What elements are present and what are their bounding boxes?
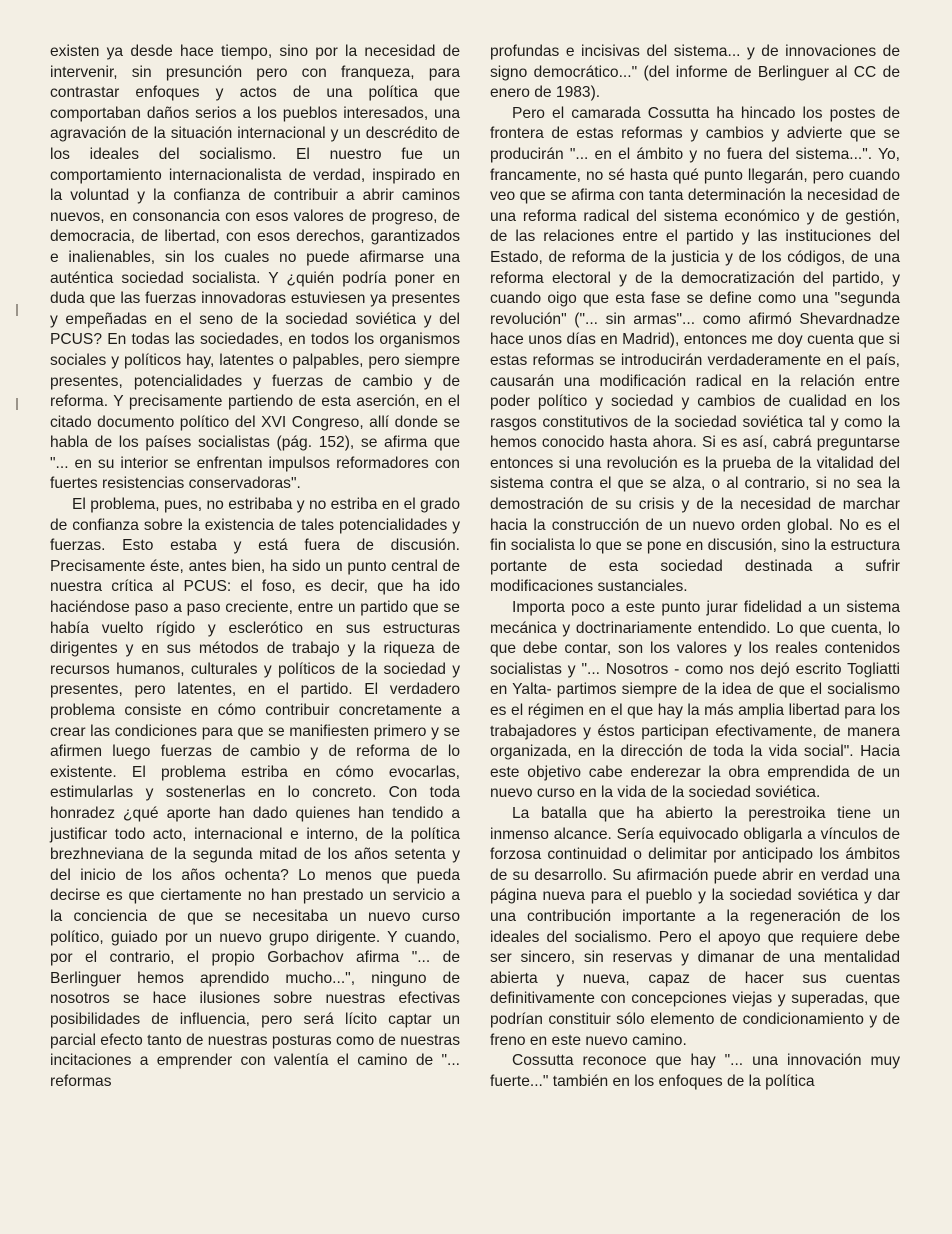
paragraph: El problema, pues, no estribaba y no estriba en el grado de confianza sobre la existencia de tales potencialidades y fuerzas. Esto estaba y está fuera de discusión. Precisamente éste, antes bien, ha sido un punto central de nuestra crítica al PCUS: el foso, es decir, que ha ido haciéndose paso a paso creciente, entre un partido que se había vuelto rígido y esclerótico en sus estructuras dirigentes y en sus métodos de trabajo y la riqueza de recursos humanos, culturales y políticos de la sociedad y presentes, pero latentes, en el partido. El verdadero problema consiste en cómo contribuir concretamente a crear las condiciones para que se manifiesten primero y se afirmen luego fuerzas de cambio y de reforma de lo existente. El problema estriba en cómo evocarlas, estimularlas y sostenerlas en lo concreto. Con toda honradez ¿qué aporte han dado quienes han tendido a justificar todo acto, internacional e interno, de la política brezhneviana de la segunda mitad de los años setenta y del inicio de los años ochenta? Lo menos que pueda decirse es que ciertamente no han prestado un servicio a la conciencia de que se necesitaba un nuevo curso político, guiado por un nuevo grupo dirigente. Y cuando, por el contrario, el propio Gorbachov afirma "... de Berlinguer hemos aprendido mucho...", ninguno de nosotros se hace ilusiones sobre nuestras efectivas posibilidades de influencia, pero será lícito captar un parcial efecto tanto de nuestras posturas como de nuestras incitaciones a emprender con valentía el camino de "... reformas — [50, 496, 461, 1090]
paragraph: Importa poco a este punto jurar fidelidad a un sistema mecánica y doctrinariamente entendido. Lo que cuenta, lo que debe contar, son los valores y los reales contenidos socialistas y "... Nosotros - como nos dejó escrito Togliatti en Yalta- partimos siempre de la idea de que el socialismo es el régimen en el que hay la más amplia libertad para los trabajadores y éstos participan efectivamente, de manera organizada, en la dirección de toda la vida social". Hacia este objetivo cabe enderezar la obra emprendida de un nuevo curso en la vida de la sociedad soviética. — [490, 599, 900, 802]
right-column — [490, 42, 900, 1194]
paragraph: Cossutta reconoce que hay "... una innovación muy fuerte..." también en los enfoques de la política — [490, 1052, 900, 1090]
paragraph: profundas e incisivas del sistema... y de innovaciones de signo democrático..." (del informe de Berlinguer al CC de enero de 1983). — [490, 43, 900, 102]
paragraph: Pero el camarada Cossutta ha hincado los postes de frontera de estas reformas y cambios y advierte que se producirán "... en el ámbito y no fuera del sistema...". Yo, francamente, no sé hasta qué punto llegarán, pero cuando veo que se afirma con tanta determinación la necesidad de una reforma radical del sistema económico y de gestión, de las relaciones entre el partido y las instituciones del Estado, de reforma de la justicia y de los códigos, de una reforma electoral y de la democratización del partido, y cuando oigo que esta fase se define como una "segunda revolución" ("... sin armas"... como afirmó Shevardnadze hace unos días en Madrid), entonces me doy cuenta que si estas reformas se introducirán verdaderamente en el país, causarán una modificación radical en la relación entre poder político y sociedad y cambios de cualidad en los rasgos constitutivos de la sociedad soviética tal y como la hemos conocido hasta ahora. Si es así, cabrá preguntarse entonces si una revolución es la prueba de la vitalidad del sistema contra el que se alza, o al contrario, si no sea la demostración de su crisis y de la necesidad de marchar hacia la construcción de un nuevo orden global. No es el fin socialista lo que se pone en discusión, sino la estructura portante de esta sociedad destinada a sufrir modificaciones sustanciales. — [490, 104, 901, 596]
paragraph: existen ya desde hace tiempo, sino por la necesidad de intervenir, sin presunción pero con franqueza, para contrastar enfoques y actos de una política que comportaban daños serios a los pueblos interesados, una agravación de la situación internacional y un descrédito de los ideales del socialismo. El nuestro fue un comportamiento internacionalista de verdad, inspirado en la voluntad y la confianza de contribuir a abrir caminos nuevos, en consonancia con esos valores de progreso, de democracia, de libertad, con esos derechos, garantizados e inalienables, sin los cuales no puede afirmarse una auténtica sociedad socialista. Y ¿quién podría poner en duda que las fuerzas innovadoras estuviesen ya presentes y empeñadas en el seno de la sociedad soviética y del PCUS? En todas las sociedades, en todos los organismos sociales y políticos hay, latentes o palpables, pero siempre presentes, potencialidades y fuerzas de cambio y de reforma. Y precisamente partiendo de esta aserción, en el citado documento político del XVI Congreso, allí donde se habla de los países socialistas (pág. 152), se afirma que "... en su interior se enfrentan impulsos reformadores con fuertes resistencias conservadoras". — [50, 43, 460, 493]
margin-mark — [16, 398, 18, 410]
left-column — [50, 42, 460, 1194]
margin-mark — [16, 304, 18, 316]
paragraph: La batalla que ha abierto la perestroika tiene un inmenso alcance. Sería equivocado obligarla a vínculos de forzosa continuidad o delimitar por anticipado los ámbitos de su desarrollo. Su afirmación puede abrir en verdad una página nueva para el pueblo y la sociedad soviética y dar una contribución importante a la regeneración de los ideales del socialismo. Pero el apoyo que requiere debe ser sincero, sin reservas y dimanar de una mentalidad abierta y nueva, capaz de hacer sus cuentas definitivamente con concepciones viejas y superadas, que podrían constituir sólo elemento de condicionamiento y de freno en este nuevo camino. — [490, 804, 900, 1049]
